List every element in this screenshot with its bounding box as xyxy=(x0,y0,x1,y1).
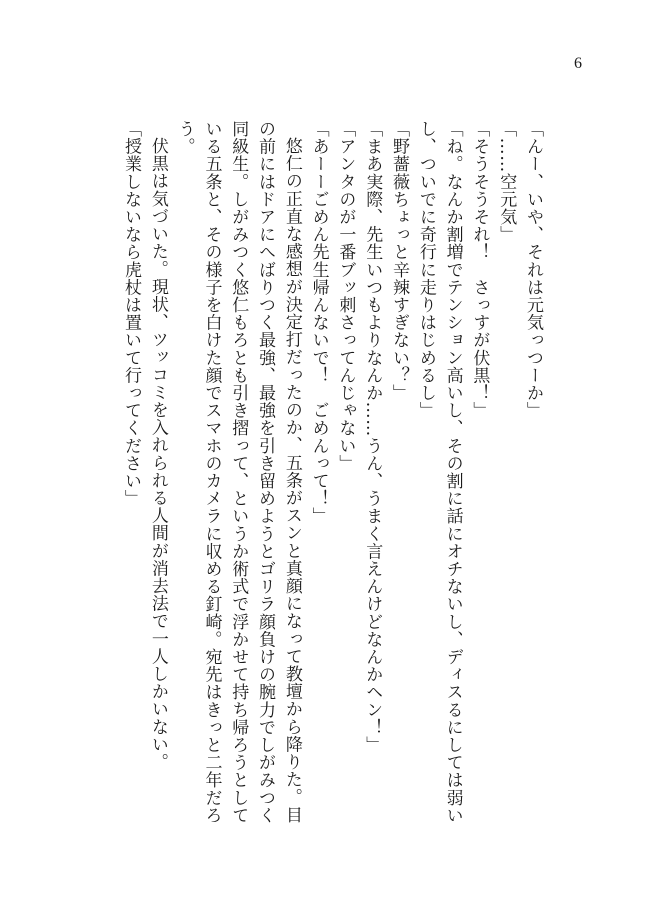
dialogue-line: 「……空元気」 xyxy=(496,120,517,244)
body-text xyxy=(106,120,546,840)
dialogue-line: 「アンタのが一番ブッ刺さってんじゃない」 xyxy=(335,120,356,472)
dialogue-line: 「授業しないなら虎杖は置いて行ってください」 xyxy=(121,120,142,508)
narration-paragraph: 悠仁の正直な感想が決定打だったのか、五条がスンと真顔になって教壇から降りた。目の前にはドアにへばりつく最強、最強を引き留めようとゴリラ顔負けの腕力でしがみつく同級生。しがみつく悠仁もろとも引き摺って、というか術式で浮かせて持ち帰ろうとしている五条と、その様子を白けた顔でスマホのカメラに収める釘崎。宛先はきっと二年だろう。 xyxy=(174,120,302,824)
narration-paragraph: 伏黒は気づいた。現状、ツッコミを入れられる人間が消去法で一人しかいない。 xyxy=(147,137,168,771)
dialogue-line: 「んー、いや、それは元気っつーか」 xyxy=(523,120,543,420)
dialogue-line: 「あーーごめん先生帰んないで！ ごめんって！」 xyxy=(308,120,329,525)
dialogue-line: 「まあ実際、先生いつもよりなんか……うん、うまく言えんけどなんかヘン！」 xyxy=(362,120,383,754)
dialogue-line: 「そうそうそれ！ さっすが伏黒！」 xyxy=(469,120,490,420)
dialogue-line: 「ね。なんか割増でテンション高いし、その割に話にオチないし、ディスるにしては弱いし、ついでに奇行に走りはじめるし」 xyxy=(415,120,463,824)
dialogue-line: 「野薔薇ちょっと辛辣すぎない？」 xyxy=(389,120,410,402)
page-number: 6 xyxy=(574,55,582,72)
